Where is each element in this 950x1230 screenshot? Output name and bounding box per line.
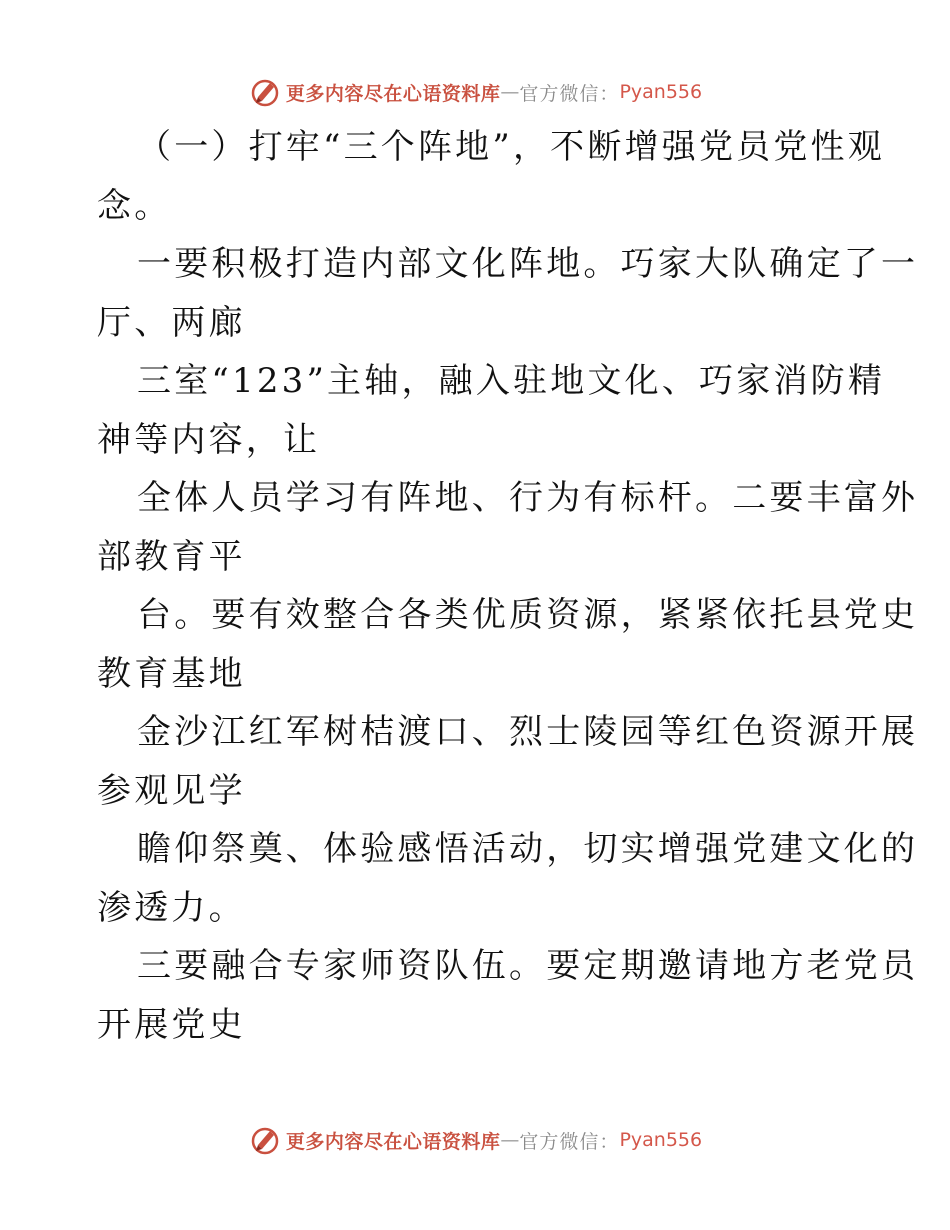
body-line: 台。要有效整合各类优质资源，紧紧依托县党史 bbox=[137, 595, 919, 635]
watermark-dash: — bbox=[500, 1129, 520, 1151]
watermark-wechat-label: 官方微信： bbox=[519, 1130, 620, 1153]
watermark-dash: — bbox=[500, 81, 520, 103]
document-body bbox=[97, 118, 919, 1054]
body-line: 教育基地 bbox=[97, 653, 246, 694]
body-line: 三要融合专家师资队伍。要定期邀请地方老党员 bbox=[137, 946, 919, 986]
body-line: 开展党史 bbox=[97, 1004, 246, 1045]
body-line: 念。 bbox=[97, 185, 172, 226]
watermark-wechat-id: Pyan556 bbox=[619, 1129, 703, 1151]
body-line: 厅、两廊 bbox=[97, 302, 246, 343]
header-watermark bbox=[0, 72, 950, 112]
body-line: （一）打牢“三个阵地”，不断增强党员党性观 bbox=[137, 127, 885, 167]
pen-logo-icon bbox=[248, 1123, 282, 1157]
body-line: 一要积极打造内部文化阵地。巧家大队确定了一 bbox=[137, 244, 919, 284]
body-line: 金沙江红军树桔渡口、烈士陵园等红色资源开展 bbox=[137, 712, 919, 752]
body-line: 渗透力。 bbox=[97, 887, 246, 928]
body-line: 参观见学 bbox=[97, 770, 246, 811]
watermark-text: 更多内容尽在心语资料库 bbox=[285, 1130, 501, 1153]
body-line: 全体人员学习有阵地、行为有标杆。二要丰富外 bbox=[137, 478, 919, 518]
pen-logo-icon bbox=[248, 75, 282, 109]
watermark-text: 更多内容尽在心语资料库 bbox=[285, 82, 501, 105]
body-line: 三室“123”主轴，融入驻地文化、巧家消防精 bbox=[137, 361, 886, 401]
body-line: 神等内容，让 bbox=[97, 419, 321, 460]
footer-watermark bbox=[0, 1120, 950, 1160]
watermark-wechat-id: Pyan556 bbox=[619, 81, 703, 103]
body-line: 瞻仰祭奠、体验感悟活动，切实增强党建文化的 bbox=[137, 829, 919, 869]
body-line: 部教育平 bbox=[97, 536, 246, 577]
watermark-wechat-label: 官方微信： bbox=[519, 82, 620, 105]
